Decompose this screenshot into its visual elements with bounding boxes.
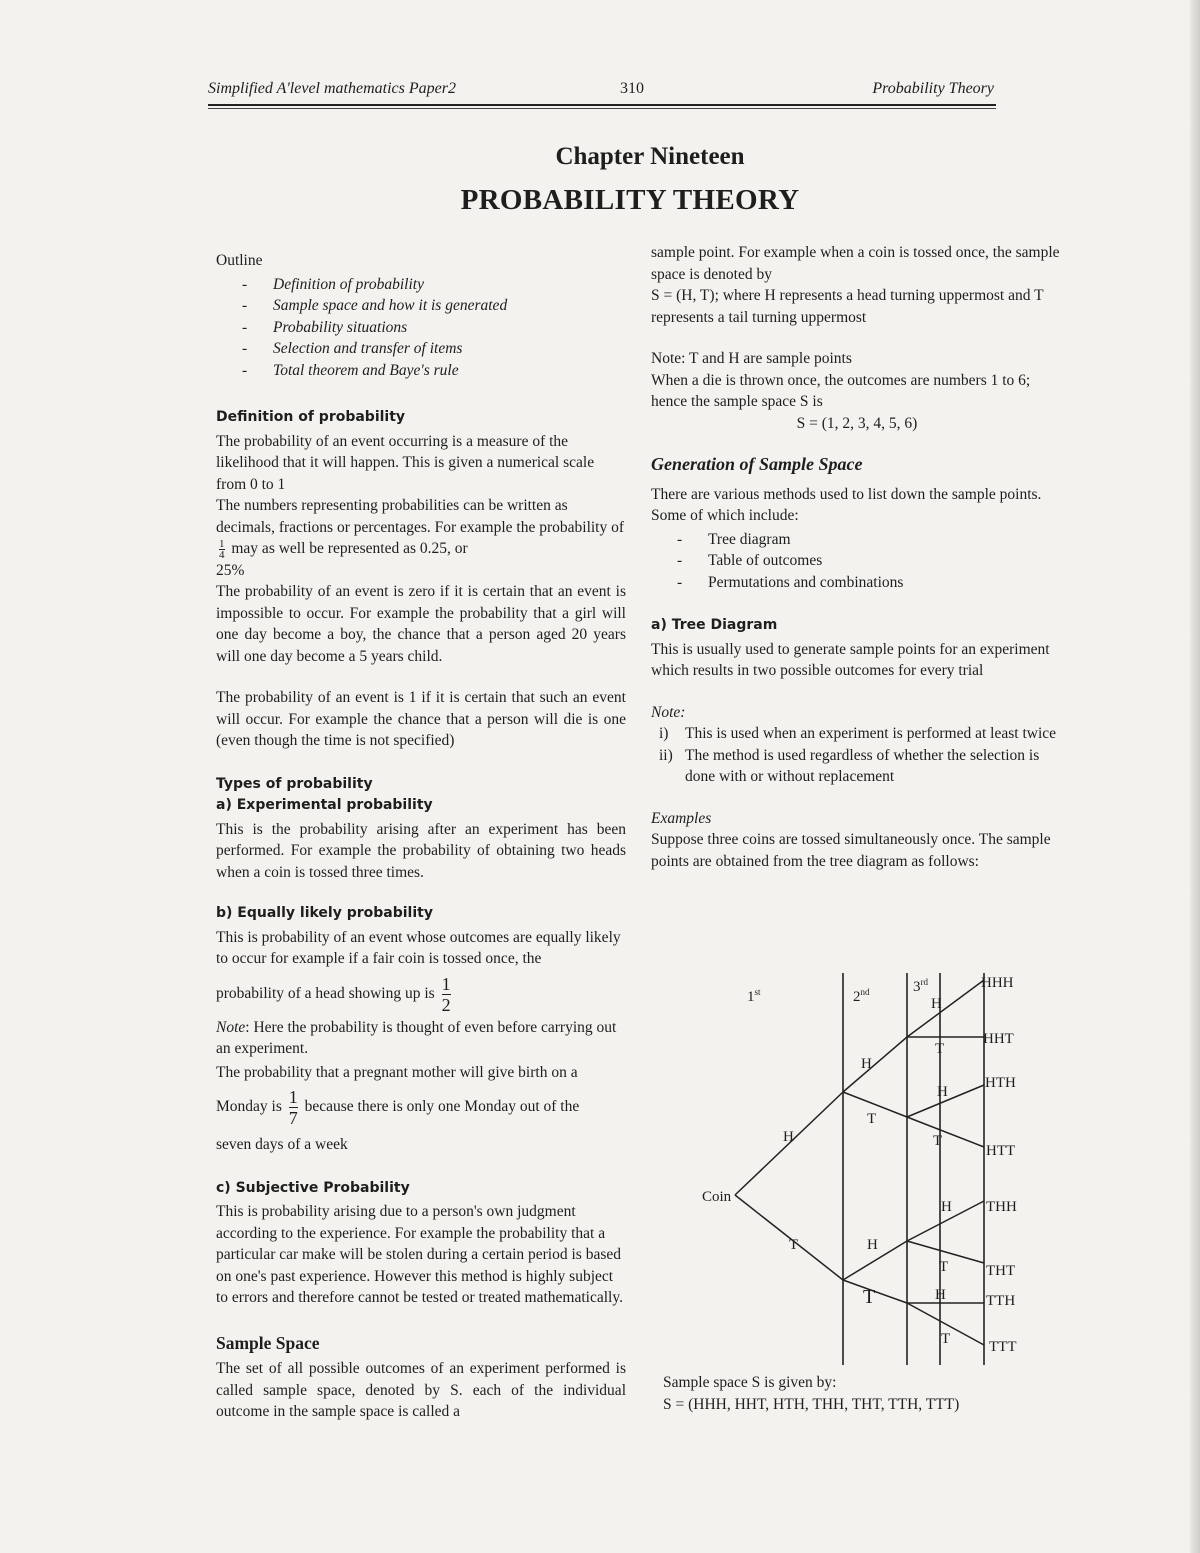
branch-label: H (937, 1084, 948, 1100)
equally-likely-heading: b) Equally likely probability (216, 905, 433, 922)
sample-space-coin-equation: S = (H, T); where H represents a head turning uppermost and T represents a tail turning uppermost (651, 287, 1044, 326)
generation-method: - Tree diagram (651, 529, 1063, 551)
header-book-title: Simplified A'level mathematics Paper2 (208, 80, 456, 97)
tree-notes-list (651, 723, 1063, 788)
column-label-2: 2nd (853, 987, 870, 1005)
branch-label: H (861, 1056, 872, 1072)
outcome-label: TTH (986, 1293, 1016, 1309)
definition-heading: Definition of probability (216, 409, 406, 425)
chapter-label: Chapter Nineteen (555, 143, 745, 170)
right-column (651, 242, 1063, 872)
definition-percentage: 25% (216, 561, 245, 579)
column-label-1: 1st (747, 987, 761, 1005)
left-column (216, 246, 626, 1423)
outline-item: - Probability situations (216, 317, 626, 339)
outline-item: - Selection and transfer of items (216, 338, 626, 360)
fraction-denominator: 7 (288, 1108, 298, 1129)
branch-label: T (935, 1041, 945, 1057)
generation-heading: Generation of Sample Space (651, 454, 863, 474)
outcome-label: THT (986, 1263, 1016, 1279)
monday-text-d: seven days of a week (216, 1136, 348, 1154)
sample-space-result (663, 1372, 1043, 1416)
header-page-number: 310 (620, 80, 644, 97)
sample-points-note: Note: T and H are sample points (651, 350, 852, 367)
subjective-heading: c) Subjective Probability (216, 1179, 410, 1196)
branch-label: T (941, 1331, 951, 1347)
experimental-text: This is the probability arising after an experiment has been performed. For example the probability of obtaining two heads when a coin is tossed three times. (216, 820, 626, 881)
definition-text: The numbers representing probabilities can be written as decimals, fractions or percentages. For example the probability of (216, 497, 625, 536)
tree-diagram-text: This is usually used to generate sample points for an experiment which results in two possible outcomes for every trial (651, 640, 1050, 679)
sample-space-result-label: Sample space S is given by: (663, 1374, 837, 1391)
fraction-numerator: 1 (288, 1087, 298, 1108)
die-equation: S = (1, 2, 3, 4, 5, 6) (796, 414, 918, 432)
branch (843, 1037, 907, 1092)
tree-note-text: This is used when an experiment is performed at least twice (685, 725, 1057, 742)
experimental-heading: a) Experimental probability (216, 797, 433, 814)
definition-paragraph: The probability of an event occurring is a measure of the likelihood that it will happen. This is given a numerical scale from 0 to 1 (216, 432, 595, 493)
branch-label: T (939, 1259, 949, 1275)
definition-paragraph: The probability of an event is zero if it is certain that an event is impossible to occur. For example the probability that a girl will one day become a boy, the chance that a person aged 20 years will one day become a 5 years child. (216, 583, 626, 665)
equally-likely-text-2: probability of a head showing up is (216, 985, 435, 1002)
branch-label: H (935, 1287, 946, 1303)
generation-methods-list (651, 529, 1063, 594)
monday-text-c: because there is only one Monday out of the (304, 1098, 580, 1116)
outcome-label: HTT (986, 1143, 1016, 1159)
fraction-one-half (442, 974, 451, 1015)
fraction-numerator: 1 (219, 537, 225, 550)
header-rule (208, 104, 996, 106)
outline-item: - Definition of probability (216, 274, 626, 296)
tree-note-item (651, 723, 1063, 745)
equally-likely-text: This is probability of an event whose outcomes are equally likely to occur for example if a fair coin is tossed once, the (216, 928, 621, 968)
tree-note-text: The method is used regardless of whether the selection is done with or without replacement (685, 746, 1040, 785)
outcome-label: HHT (983, 1031, 1014, 1047)
tree-note-number: ii) (659, 746, 673, 764)
outline-label: Outline (216, 252, 263, 269)
monday-text-b: Monday is (216, 1098, 282, 1116)
types-heading: Types of probability (216, 775, 373, 792)
note-paragraph (216, 1017, 626, 1060)
tree-note-item (651, 745, 1063, 788)
definition-text: may as well be represented as 0.25, or (231, 540, 468, 557)
example-text: Suppose three coins are tossed simultaneously once. The sample points are obtained from the tree diagram as follows: (651, 831, 1051, 870)
generation-method: - Table of outcomes (651, 550, 1063, 572)
sample-space-continued: sample point. For example when a coin is tossed once, the sample space is denoted by (651, 244, 1060, 283)
branch-label: T (933, 1133, 943, 1149)
branch-label: H (931, 996, 942, 1012)
fraction-denominator: 4 (219, 548, 225, 561)
note-label: Note (216, 1018, 246, 1036)
sample-space-heading: Sample Space (216, 1332, 320, 1353)
definition-paragraph: The probability of an event is 1 if it is certain that such an event will occur. For example the chance that a person will die is one (even though the time is not specified) (216, 689, 626, 750)
fraction-one-quarter (219, 539, 225, 560)
fraction-denominator: 2 (441, 994, 451, 1015)
branch-label: T (789, 1237, 799, 1253)
outcome-label: THH (986, 1199, 1017, 1215)
page-title: PROBABILITY THEORY (460, 184, 800, 216)
note-text: : Here the probability is thought of even before carrying out an experiment. (216, 1018, 617, 1058)
tree-root-label: Coin (702, 1189, 732, 1205)
outcome-label: HHH (981, 975, 1014, 991)
generation-method: - Permutations and combinations (651, 572, 1063, 594)
outcome-label: TTT (989, 1339, 1017, 1355)
fraction-one-seventh (289, 1087, 298, 1128)
generation-intro: There are various methods used to list down the sample points. Some of which include: (651, 485, 1042, 524)
outcome-label: HTH (985, 1075, 1016, 1091)
header-rule-thin (208, 108, 996, 109)
branch-label: H (783, 1129, 794, 1145)
sample-space-result-set: S = (HHH, HHT, HTH, THH, THT, TTH, TTT) (663, 1396, 960, 1413)
branch-label: H (867, 1237, 878, 1253)
monday-text: The probability that a pregnant mother will give birth on a (216, 1063, 578, 1081)
subjective-text: This is probability arising due to a person's own judgment according to the experience. For example the probability that a particular car make will be stolen during a certain period is based on one's past experience. However this method is highly subject to errors and therefore cannot be tested or treated mathematically. (216, 1203, 623, 1307)
branch-label: T (867, 1111, 877, 1127)
sample-space-text: The set of all possible outcomes of an experiment performed is called sample space, denoted by S. each of the individual outcome in the sample space is called a (216, 1360, 626, 1421)
examples-label: Examples (651, 809, 712, 827)
outline-item: - Sample space and how it is generated (216, 295, 626, 317)
tree-note-label: Note: (651, 703, 686, 721)
outline-item: - Total theorem and Baye's rule (216, 360, 626, 382)
fraction-numerator: 1 (441, 973, 451, 994)
equally-likely-fraction-line (216, 974, 626, 1015)
column-label-3: 3rd (913, 977, 928, 995)
branch-label: T (863, 1286, 876, 1308)
page-edge (1190, 0, 1200, 1553)
monday-fraction-line (216, 1087, 626, 1128)
branch-label: H (941, 1199, 952, 1215)
tree-note-number: i) (659, 725, 669, 742)
tree-diagram (695, 965, 1035, 1375)
tree-diagram-heading: a) Tree Diagram (651, 617, 778, 633)
die-text: When a die is thrown once, the outcomes are numbers 1 to 6; hence the sample space S is (651, 371, 1031, 410)
outline-list (216, 274, 626, 382)
definition-paragraph (216, 495, 626, 560)
branch (907, 1117, 984, 1147)
page-header (208, 78, 996, 106)
header-chapter-title: Probability Theory (872, 80, 994, 97)
